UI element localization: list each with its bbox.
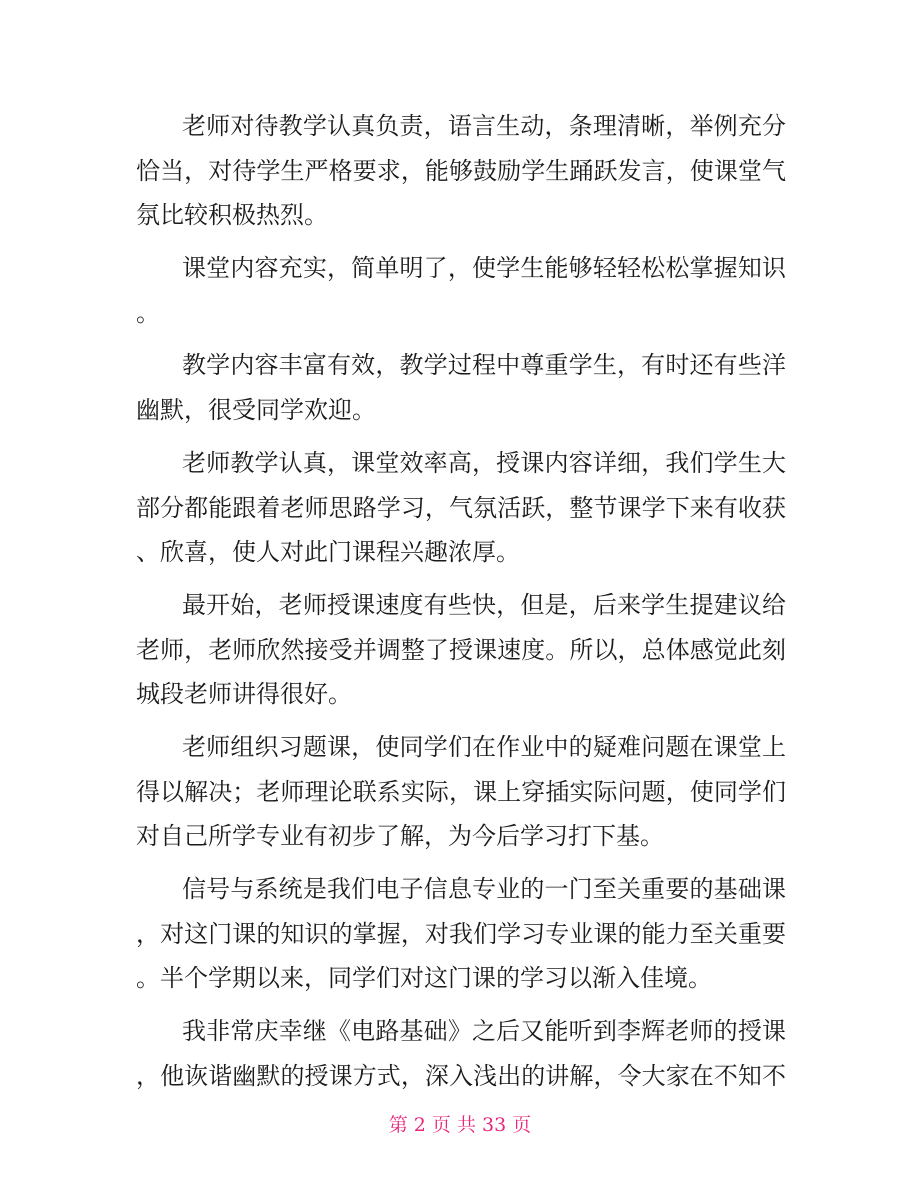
paragraph-line: 信号与系统是我们电子信息专业的一门至关重要的基础课 <box>182 875 786 903</box>
paragraph-line: 老师，老师欣然接受并调整了授课速度。所以，总体感觉此刻 <box>136 635 786 664</box>
paragraph-2 <box>136 246 786 335</box>
paragraph-8 <box>136 1009 786 1098</box>
paragraph-1 <box>136 104 786 238</box>
paragraph-line: 最开始，老师授课速度有些快，但是，后来学生提建议给 <box>182 590 786 619</box>
paragraph-line: 我非常庆幸继《电路基础》之后又能听到李辉老师的授课 <box>182 1017 786 1046</box>
page-number-footer: 第 2 页 共 33 页 <box>388 1114 532 1136</box>
paragraph-line: 幽默，很受同学欢迎。 <box>136 396 376 425</box>
paragraph-7 <box>136 867 786 1001</box>
paragraph-line: 恰当，对待学生严格要求，能够鼓励学生踊跃发言，使课堂气 <box>136 156 786 185</box>
paragraph-6 <box>136 725 786 859</box>
paragraph-4 <box>136 441 786 575</box>
paragraph-line: 。 <box>136 298 160 327</box>
paragraph-line: 教学内容丰富有效，教学过程中尊重学生，有时还有些洋 <box>182 351 786 380</box>
document-body <box>136 104 786 1106</box>
paragraph-line: 、欣喜，使人对此门课程兴趣浓厚。 <box>136 538 520 567</box>
paragraph-line: 老师对待教学认真负责，语言生动，条理清晰，举例充分 <box>182 112 786 140</box>
paragraph-line: 。半个学期以来，同学们对这门课的学习以渐入佳境。 <box>136 964 712 993</box>
paragraph-line: 课堂内容充实，简单明了，使学生能够轻轻松松掌握知识 <box>182 254 786 283</box>
paragraph-line: 老师组织习题课，使同学们在作业中的疑难问题在课堂上 <box>182 732 786 761</box>
paragraph-line: ，他诙谐幽默的授课方式，深入浅出的讲解，令大家在不知不 <box>136 1061 786 1090</box>
paragraph-line: 城段老师讲得很好。 <box>136 680 352 709</box>
paragraph-line: 得以解决；老师理论联系实际，课上穿插实际问题，使同学们 <box>136 777 786 806</box>
paragraph-3 <box>136 343 786 432</box>
paragraph-line: 对自己所学专业有初步了解，为今后学习打下基。 <box>136 822 664 851</box>
paragraph-line: 老师教学认真，课堂效率高，授课内容详细，我们学生大 <box>182 448 786 477</box>
paragraph-line: 氛比较积极热烈。 <box>136 201 328 230</box>
paragraph-5 <box>136 583 786 717</box>
paragraph-line: ，对这门课的知识的掌握，对我们学习专业课的能力至关重要 <box>136 919 786 948</box>
paragraph-line: 部分都能跟着老师思路学习，气氛活跃，整节课学下来有收获 <box>136 493 786 522</box>
